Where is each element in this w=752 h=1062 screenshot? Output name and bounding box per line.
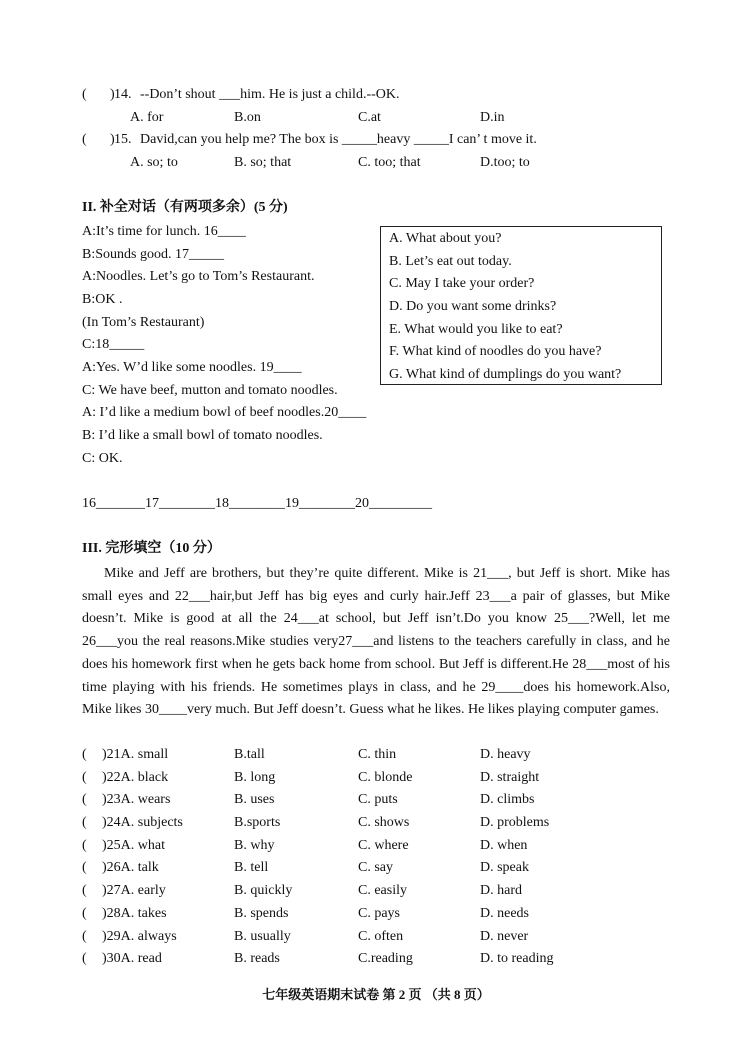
option-d: D. needs: [480, 906, 529, 921]
answer-paren: (: [82, 747, 87, 762]
option-a: )21A. small: [102, 747, 169, 762]
dialogue-line: A: I’d like a medium bowl of beef noodles.20____: [82, 405, 367, 420]
option-c: C. easily: [358, 883, 407, 898]
dialogue-line: A:Yes. W’d like some noodles. 19____: [82, 360, 302, 375]
option-c: C. blonde: [358, 770, 413, 785]
dialogue-line: B: I’d like a small bowl of tomato noodles.: [82, 428, 323, 443]
option-a: )30A. read: [102, 951, 162, 966]
option-b: B. reads: [234, 951, 280, 966]
option-d: D. heavy: [480, 747, 531, 762]
option-c: C. too; that: [358, 155, 421, 170]
question-number: 15.: [114, 132, 132, 147]
option-c: C. thin: [358, 747, 397, 762]
option-c: C. say: [358, 860, 393, 875]
answer-paren: (: [82, 906, 87, 921]
answer-paren: (: [82, 792, 87, 807]
box-option: D. Do you want some drinks?: [389, 299, 557, 314]
dialogue-line: C:18_____: [82, 337, 145, 352]
answer-paren: (: [82, 951, 87, 966]
option-d: D. problems: [480, 815, 550, 830]
dialogue-line: C: OK.: [82, 451, 123, 466]
option-b: B. uses: [234, 792, 275, 807]
option-d: D. straight: [480, 770, 540, 785]
option-d: D.too; to: [480, 155, 530, 170]
option-c: C. often: [358, 929, 404, 944]
answer-paren: (: [82, 838, 87, 853]
answer-paren: (: [82, 87, 87, 102]
box-option: B. Let’s eat out today.: [389, 254, 512, 269]
box-option: E. What would you like to eat?: [389, 322, 563, 337]
dialogue-line: B:OK .: [82, 292, 123, 307]
option-a: )26A. talk: [102, 860, 159, 875]
option-d: D. hard: [480, 883, 522, 898]
answer-paren: (: [82, 770, 87, 785]
option-b: B. quickly: [234, 883, 293, 898]
option-d: D. never: [480, 929, 529, 944]
option-b: B.on: [234, 110, 261, 125]
answer-paren: (: [82, 883, 87, 898]
answer-paren: (: [82, 132, 87, 147]
option-c: C.reading: [358, 951, 413, 966]
option-a: A. so; to: [130, 155, 178, 170]
option-d: D.in: [480, 110, 505, 125]
box-option: G. What kind of dumplings do you want?: [389, 367, 622, 382]
option-b: B.tall: [234, 747, 265, 762]
box-option: A. What about you?: [389, 231, 502, 246]
option-c: C. pays: [358, 906, 400, 921]
dialogue-line: C: We have beef, mutton and tomato noodles.: [82, 383, 338, 398]
option-a: )27A. early: [102, 883, 166, 898]
option-d: D. when: [480, 838, 528, 853]
dialogue-line: B:Sounds good. 17_____: [82, 247, 224, 262]
option-d: D. to reading: [480, 951, 554, 966]
option-a: )23A. wears: [102, 792, 171, 807]
answer-line: 16_______17________18________19________20_________: [82, 496, 432, 511]
option-c: C. where: [358, 838, 409, 853]
option-b: B. spends: [234, 906, 289, 921]
option-c: C. shows: [358, 815, 410, 830]
page-footer: 七年级英语期末试卷 第 2 页 （共 8 页）: [262, 987, 490, 1002]
option-d: D. climbs: [480, 792, 535, 807]
option-b: B. long: [234, 770, 276, 785]
dialogue-line: A:Noodles. Let’s go to Tom’s Restaurant.: [82, 269, 315, 284]
section-2-heading: II. 补全对话（有两项多余）(5 分): [82, 200, 288, 215]
option-a: )24A. subjects: [102, 815, 183, 830]
box-option: F. What kind of noodles do you have?: [389, 344, 602, 359]
paren-close: ): [110, 132, 115, 147]
option-a: )25A. what: [102, 838, 165, 853]
option-c: C.at: [358, 110, 381, 125]
dialogue-line: (In Tom’s Restaurant): [82, 315, 205, 330]
option-b: B.sports: [234, 815, 281, 830]
passage-text: Mike and Jeff are brothers, but they’re quite different. Mike is 21___, but Jeff is short. Mike has small eyes and 22___hair,but Jeff has big eyes and curly hair.Jeff 23___a pair of glasses, but Mike doesn’t. Mike is good at all the 24___at school, but Jeff isn’t.Do you know 25___?Well, let me 26___you the real reasons.Mike studies very27___and listens to the teachers carefully in class, and he does his homework first when he gets back home from school. But Jeff is different.He 28___most of his time playing with his friends. He sometimes plays in class, and he 29____does his homework.Also, Mike likes 30____very much. But Jeff doesn’t. Guess what he likes. He likes playing computer games.: [82, 566, 670, 718]
answer-paren: (: [82, 815, 87, 830]
question-number: 14.: [114, 87, 132, 102]
option-d: D. speak: [480, 860, 529, 875]
section-3-heading: III. 完形填空（10 分）: [82, 541, 221, 556]
box-option: C. May I take your order?: [389, 276, 535, 291]
option-c: C. puts: [358, 792, 398, 807]
question-text: David,can you help me? The box is _____heavy _____I can’ t move it.: [140, 132, 537, 147]
answer-paren: (: [82, 929, 87, 944]
answer-paren: (: [82, 860, 87, 875]
dialogue-line: A:It’s time for lunch. 16____: [82, 224, 246, 239]
cloze-passage: [82, 563, 670, 722]
option-a: )28A. takes: [102, 906, 167, 921]
options-box: [380, 226, 662, 385]
option-a: A. for: [130, 110, 164, 125]
option-a: )29A. always: [102, 929, 177, 944]
paren-close: ): [110, 87, 115, 102]
option-b: B. why: [234, 838, 275, 853]
option-b: B. usually: [234, 929, 291, 944]
option-b: B. tell: [234, 860, 269, 875]
question-text: --Don’t shout ___him. He is just a child.--OK.: [140, 87, 400, 102]
option-b: B. so; that: [234, 155, 292, 170]
option-a: )22A. black: [102, 770, 169, 785]
